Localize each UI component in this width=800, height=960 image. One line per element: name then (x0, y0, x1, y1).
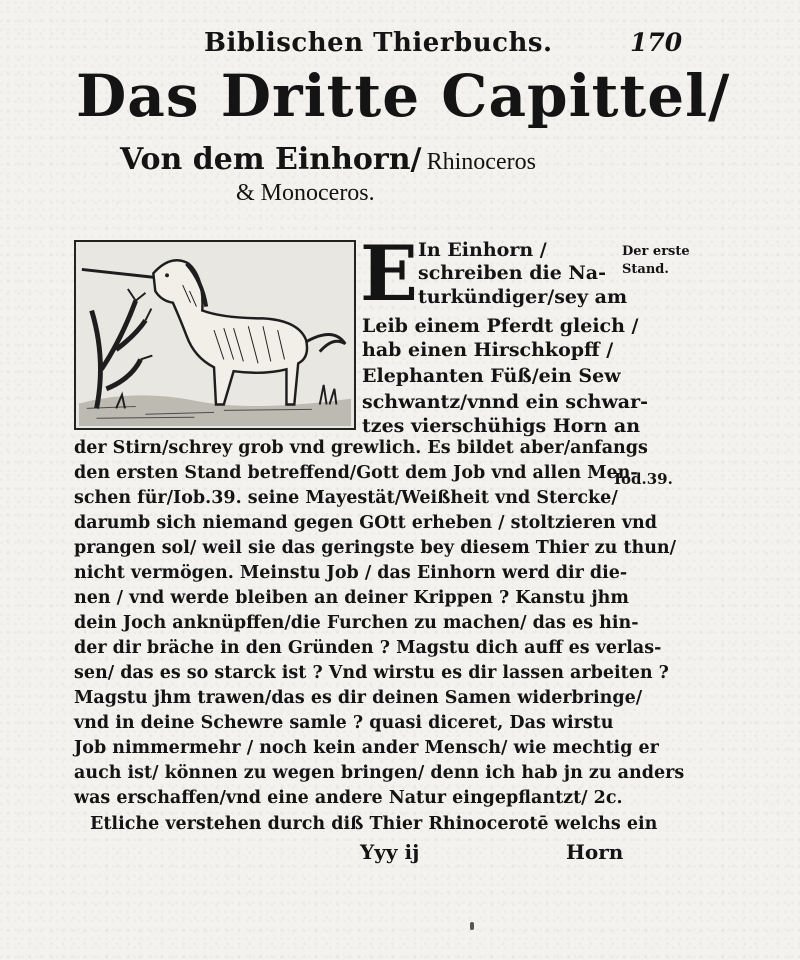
chapter-subtitle (120, 142, 536, 177)
text-line: sen/ das es so starck ist ? Vnd wirstu es dir lassen arbeiten ? (74, 663, 669, 683)
subtitle-german: Von dem Einhorn/ (120, 142, 422, 177)
text-line: dein Joch anknüpffen/die Furchen zu machen/ das es hin- (74, 613, 639, 633)
text-line: was erschaffen/vnd eine andere Natur eingepflantzt/ 2c. (74, 788, 623, 808)
text-line: Leib einem Pferdt gleich / (362, 315, 639, 337)
text-line: tzes vierschühigs Horn an (362, 415, 641, 437)
text-line: prangen sol/ weil sie das geringste bey diesem Thier zu thun/ (74, 538, 677, 558)
margin-note: Iod.39. (614, 470, 673, 488)
text-line: der dir bräche in den Gründen ? Magstu dich auff es verlas- (74, 638, 662, 658)
text-line: den ersten Stand betreffend/Gott dem Job vnd allen Men- (74, 463, 638, 483)
text-line: vnd in deine Schewre samle ? quasi diceret, Das wirstu (74, 713, 614, 733)
decorated-initial: E (360, 229, 418, 318)
unicorn-woodcut-icon (76, 242, 354, 428)
text-line: Magstu jhm trawen/das es dir deinen Samen widerbringe/ (74, 688, 643, 708)
text-line: Job nimmermehr / noch kein ander Mensch/ wie mechtig er (74, 738, 659, 758)
signature-mark: Yyy ij (360, 840, 420, 864)
chapter-title: Das Dritte Capittel/ (76, 62, 731, 130)
running-head: Biblischen Thierbuchs. (204, 28, 553, 58)
text-line: schreiben die Na- (418, 262, 606, 284)
subtitle-latin: Rhinoceros (426, 149, 536, 175)
text-line: auch ist/ können zu wegen bringen/ denn ich hab jn zu anders (74, 763, 685, 783)
text-line: In Einhorn / (418, 239, 547, 261)
text-line: der Stirn/schrey grob vnd grewlich. Es bildet aber/anfangs (74, 438, 648, 458)
text-line: Elephanten Füß/ein Sew (362, 365, 621, 387)
subtitle-latin-2: & Monoceros. (236, 180, 375, 206)
text-line: turkündiger/sey am (418, 286, 628, 308)
text-line: hab einen Hirschkopff / (362, 339, 614, 361)
unicorn-woodcut-illustration (74, 240, 356, 430)
text-line: nen / vnd werde bleiben an deiner Krippen ? Kanstu jhm (74, 588, 629, 608)
page-number: 170 (630, 28, 683, 57)
catchword: Horn (566, 840, 624, 864)
margin-note: Der erste (622, 244, 690, 259)
text-line: nicht vermögen. Meinstu Job / das Einhorn werd dir die- (74, 563, 628, 583)
text-line: darumb sich niemand gegen GOtt erheben / stoltzieren vnd (74, 513, 657, 533)
ink-mark (470, 922, 474, 930)
margin-note: Stand. (622, 262, 669, 277)
text-line: schen für/Iob.39. seine Mayestät/Weißheit vnd Stercke/ (74, 488, 618, 508)
text-line: Etliche verstehen durch diß Thier Rhinocerotē welchs ein (90, 814, 658, 834)
text-line: schwantz/vnnd ein schwar- (362, 391, 649, 413)
